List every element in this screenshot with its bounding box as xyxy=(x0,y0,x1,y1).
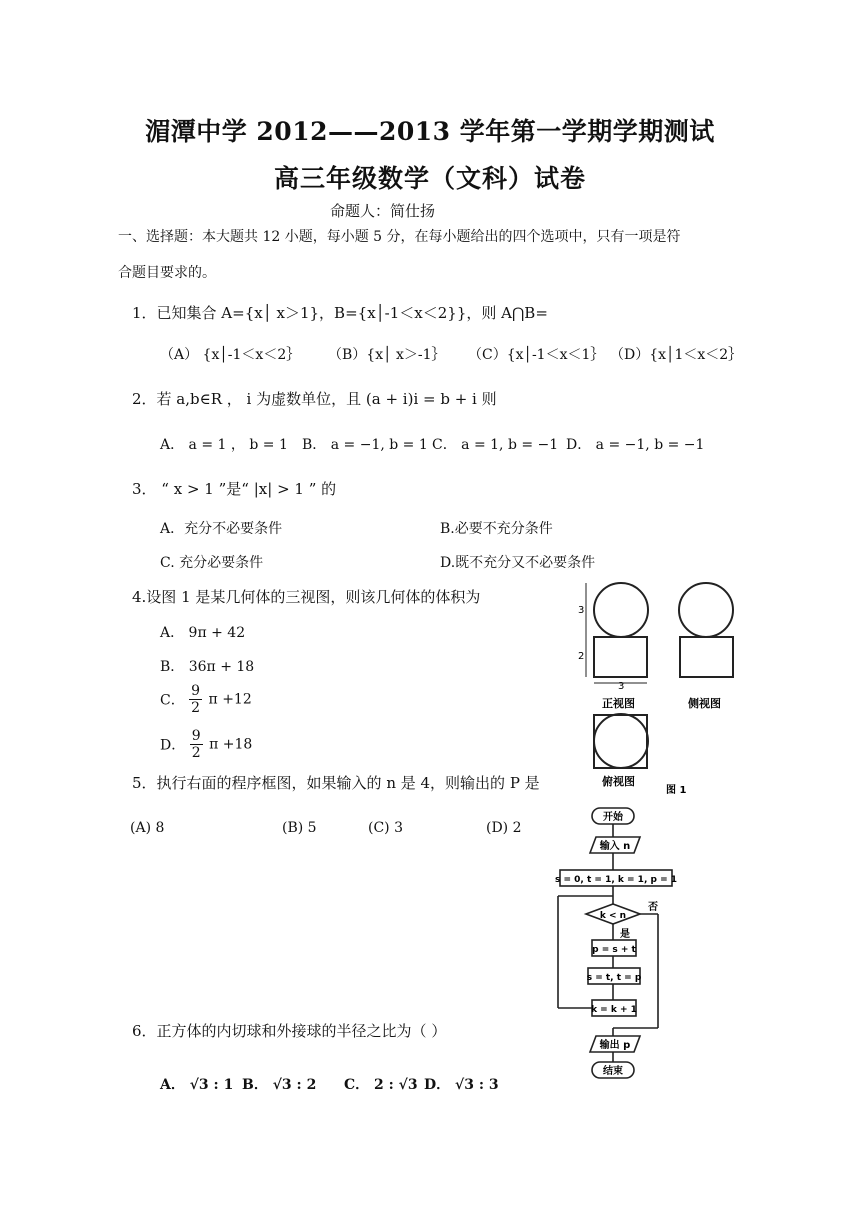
section-intro-line1: 一、选择题：本大题共 12 小题，每小题 5 分，在每小题给出的四个选项中，只有一项是符 xyxy=(118,229,681,245)
q6-option-a: A． √3 : 1 xyxy=(160,1077,234,1093)
exam-author: 命题人：简仕扬 xyxy=(330,202,436,220)
q5-option-b: (B) 5 xyxy=(282,820,317,836)
q6-stem: 6．正方体的内切球和外接球的半径之比为（ ） xyxy=(132,1022,447,1040)
q1-option-b: （B）{x│ x＞-1｝ xyxy=(328,347,446,363)
q4-option-b: B． 36π + 18 xyxy=(160,659,255,675)
q4-option-c-letter: C． xyxy=(160,692,185,709)
q4-option-c-fraction: $\frac{9}{2}$ xyxy=(191,683,201,716)
side-view-label: 侧视图 xyxy=(688,697,721,710)
q6-option-d: D． √3 : 3 xyxy=(424,1077,499,1093)
q5-option-c: (C) 3 xyxy=(368,820,403,836)
q3-option-d: D.既不充分又不必要条件 xyxy=(440,555,596,571)
figure-1-label: 图 1 xyxy=(666,785,687,796)
q4-option-d xyxy=(160,728,252,761)
yes-label: 是 xyxy=(620,929,630,940)
side-view-rect xyxy=(680,637,733,677)
exam-subtitle: 高三年级数学（文科）试卷 xyxy=(273,164,586,193)
exam-title: 湄潭中学 2012——2013 学年第一学期学期测试 xyxy=(145,117,715,146)
dim-3-label: 3 xyxy=(578,605,585,616)
q5-option-a: (A) 8 xyxy=(130,820,165,836)
front-view-label: 正视图 xyxy=(602,697,635,710)
q2-option-c: C． a = 1, b = −1 xyxy=(432,437,559,453)
q4-option-d-tail: π +18 xyxy=(209,736,253,753)
step2-text: s = t, t = p xyxy=(586,973,642,983)
q4-option-c-tail: π +12 xyxy=(208,691,252,708)
q3-option-a: A．充分不必要条件 xyxy=(160,521,283,537)
q5-option-d: (D) 2 xyxy=(486,820,522,836)
three-view-figure xyxy=(570,575,770,800)
q4-stem: 4.设图 1 是某几何体的三视图，则该几何体的体积为 xyxy=(132,588,481,606)
q5-stem: 5．执行右面的程序框图，如果输入的 n 是 4，则输出的 P 是 xyxy=(132,774,540,792)
end-text: 结束 xyxy=(603,1066,623,1077)
q2-stem: 2．若 a,b∈R ， i 为虚数单位，且 (a + i)i = b + i 则 xyxy=(132,390,497,408)
init-text: s = 0, t = 1, k = 1, p = 1 xyxy=(554,875,678,885)
side-view-circle xyxy=(679,583,733,637)
q4-option-c xyxy=(160,683,252,716)
q1-stem: 1．已知集合 A={x│ x＞1}，B={x│-1＜x＜2}}，则 A⋂B= xyxy=(132,304,548,322)
q2-option-a: A． a = 1 ， b = 1 xyxy=(160,437,288,453)
dim-bottom-label: 3 xyxy=(618,681,625,692)
no-label: 否 xyxy=(648,902,658,913)
step3-text: k = k + 1 xyxy=(591,1005,637,1015)
q2-option-d: D． a = −1, b = −1 xyxy=(566,437,705,453)
output-text: 输出 p xyxy=(599,1040,631,1051)
program-flowchart xyxy=(548,800,708,1090)
condition-text: k < n xyxy=(599,911,627,921)
input-text: 输入 n xyxy=(599,841,631,852)
q1-option-a: （A） {x│-1＜x＜2｝ xyxy=(160,347,301,363)
front-view-rect xyxy=(594,637,647,677)
q6-option-c: C． 2 : √3 xyxy=(344,1077,418,1093)
q4-option-d-letter: D． xyxy=(160,737,186,754)
q1-option-d: （D）{x│1＜x＜2｝ xyxy=(610,347,743,363)
q4-option-d-fraction: $\frac{9}{2}$ xyxy=(191,728,201,761)
q3-stem: 3． “ x > 1 ”是“ |x| > 1 ” 的 xyxy=(132,480,337,498)
front-view-circle xyxy=(594,583,648,637)
q2-option-b: B． a = −1, b = 1 xyxy=(302,437,428,453)
q6-option-b: B． √3 : 2 xyxy=(242,1077,317,1093)
q3-option-c: C. 充分必要条件 xyxy=(160,555,264,571)
step1-text: p = s + t xyxy=(592,945,636,955)
q3-option-b: B.必要不充分条件 xyxy=(440,521,553,537)
top-view-label: 俯视图 xyxy=(602,775,635,788)
dim-2-label: 2 xyxy=(578,651,585,662)
q4-option-a: A． 9π + 42 xyxy=(160,625,246,641)
q1-option-c: （C）{x│-1＜x＜1｝ xyxy=(468,347,605,363)
section-intro-line2: 合题目要求的。 xyxy=(118,265,216,281)
start-text: 开始 xyxy=(603,812,623,823)
top-view-circle xyxy=(594,714,648,768)
